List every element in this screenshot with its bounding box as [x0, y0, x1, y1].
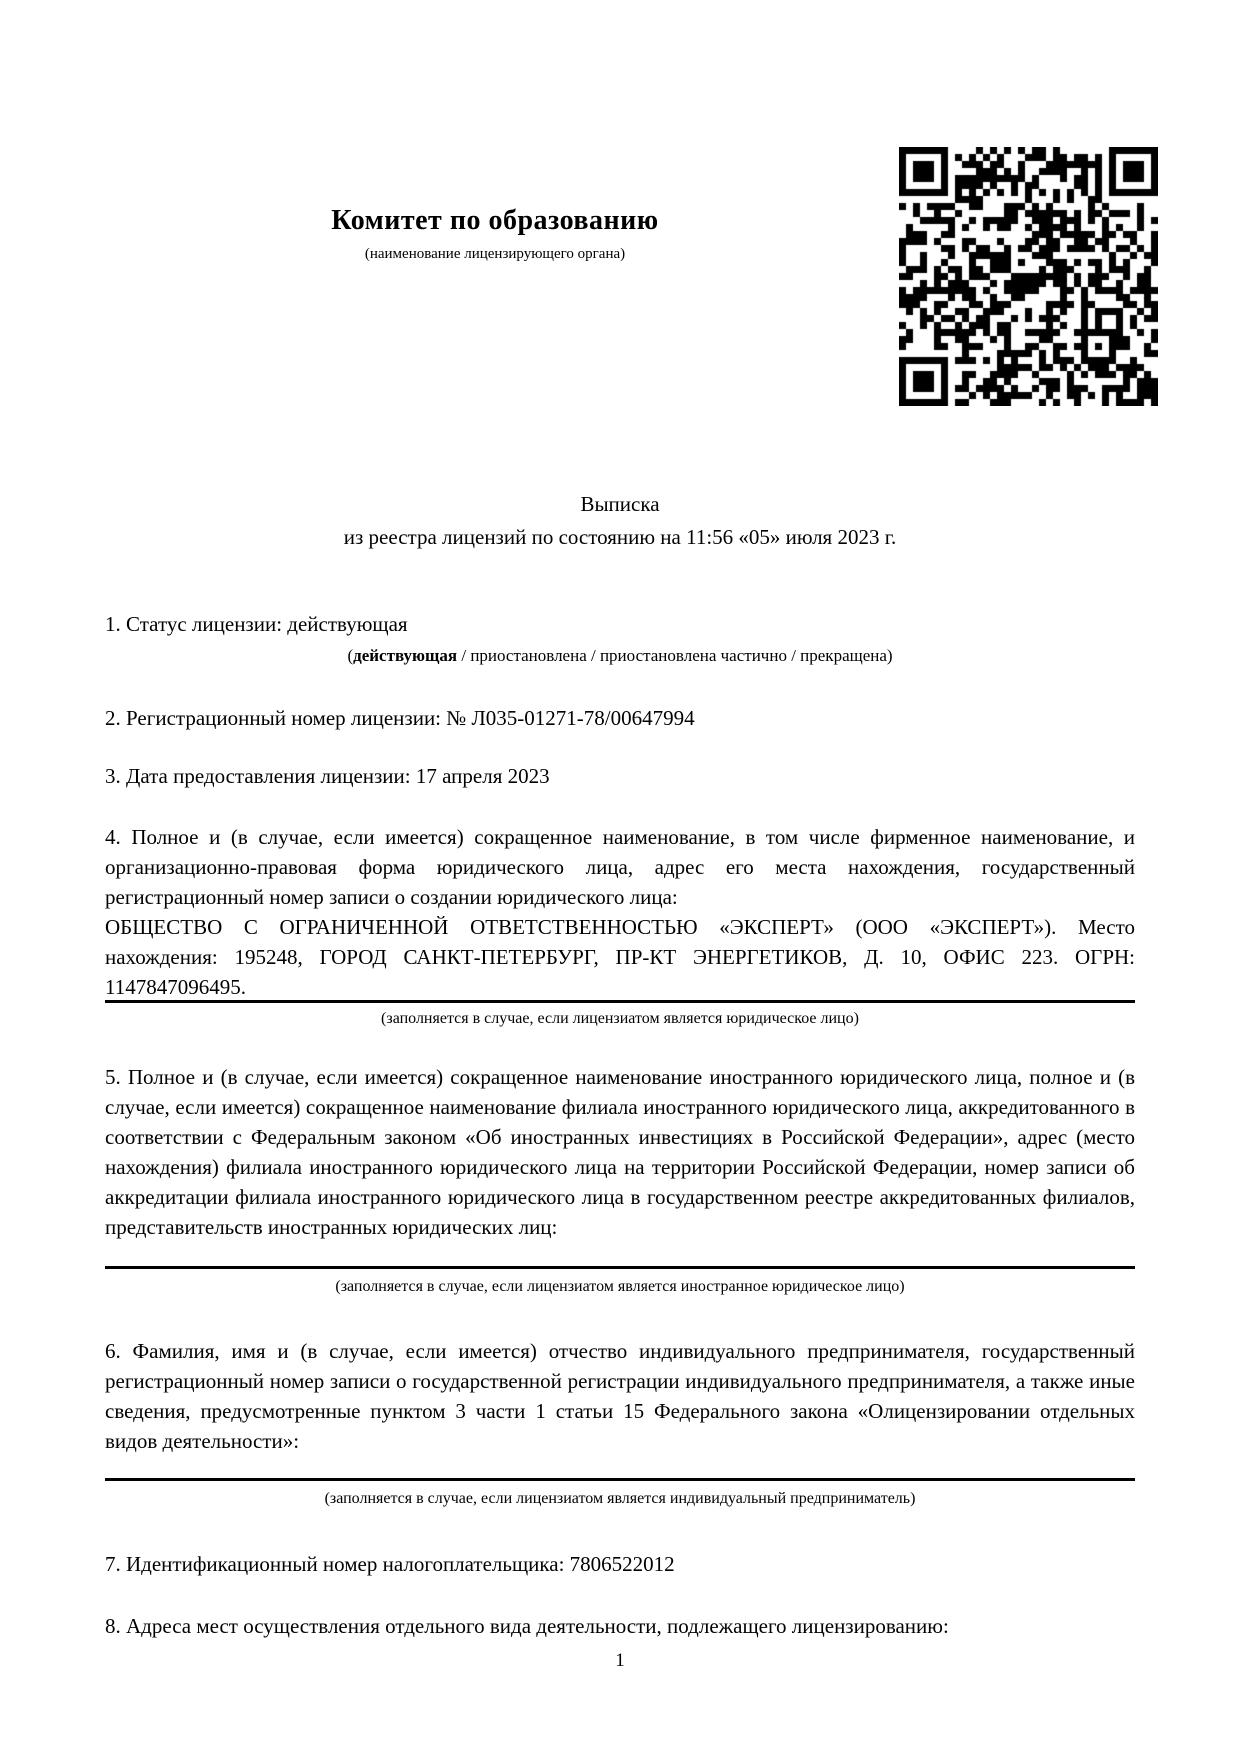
item-7-taxpayer-number: 7. Идентификационный номер налогоплательщика: 7806522012	[105, 1552, 675, 1576]
status-options-note	[105, 646, 1135, 666]
licensing-authority-name: Комитет по образованию	[331, 205, 659, 236]
document-title	[105, 488, 1135, 554]
page-number: 1	[615, 1650, 625, 1671]
legal-entity-label: 4. Полное и (в случае, если имеется) сокращенное наименование, в том числе фирменное наименование, и организационно-правовая форма юридического лица, адрес его места нахождения, государственный регистрационный номер записи о создании юридического лица:	[105, 825, 1135, 909]
document-title-line1: Выписка	[580, 492, 660, 516]
licensing-authority-block	[105, 205, 885, 263]
item-2-registration-number: 2. Регистрационный номер лицензии: № Л035-01271-78/00647994	[105, 706, 695, 730]
item-6-individual-entrepreneur: 6. Фамилия, имя и (в случае, если имеется) отчество индивидуального предпринимателя, государственный регистрационный номер записи о государственной регистрации индивидуального предпринимателя, а также иные сведения, предусмотренные пунктом 3 части 1 статьи 15 Федерального закона «Олицензировании отдельных видов деятельности»:	[105, 1339, 1135, 1453]
qr-code-icon	[899, 147, 1158, 406]
licensing-authority-caption: (наименование лицензирующего органа)	[364, 246, 626, 262]
section-rule-individual	[105, 1478, 1135, 1481]
item-1-license-status: 1. Статус лицензии: действующая	[105, 612, 408, 636]
item-4-legal-entity	[105, 822, 1135, 1002]
foreign-entity-caption: (заполняется в случае, если лицензиатом является иностранное юридическое лицо)	[335, 1278, 905, 1295]
document-title-line2: из реестра лицензий по состоянию на 11:56 «05» июля 2023 г.	[343, 525, 897, 549]
status-note-prefix: (	[347, 646, 354, 665]
item-5-foreign-entity: 5. Полное и (в случае, если имеется) сокращенное наименование иностранного юридического лица, полное и (в случае, если имеется) сокращенное наименование филиала иностранного юридического лица, аккредитованного в соответствии с Федеральным законом «Об иностранных инвестициях в Российской Федерации», адрес (место нахождения) филиала иностранного юридического лица на территории Российской Федерации, номер записи об аккредитации филиала иностранного юридического лица в государственном реестре аккредитованных филиалов, представительств иностранных юридических лиц:	[105, 1065, 1135, 1239]
status-note-selected: действующая	[353, 646, 458, 665]
section-rule-legal-entity	[105, 1000, 1135, 1003]
status-note-options: / приостановлена / приостановлена частично / прекращена)	[457, 646, 893, 665]
legal-entity-caption: (заполняется в случае, если лицензиатом является юридическое лицо)	[381, 1010, 859, 1027]
legal-entity-value: ОБЩЕСТВО С ОГРАНИЧЕННОЙ ОТВЕТСТВЕННОСТЬЮ «ЭКСПЕРТ» (ООО «ЭКСПЕРТ»). Место нахождения: 195248, ГОРОД САНКТ-ПЕТЕРБУРГ, ПР-КТ ЭНЕРГЕТИКОВ, Д. 10, ОФИС 223. ОГРН: 1147847096495.	[105, 915, 1135, 999]
item-3-grant-date: 3. Дата предоставления лицензии: 17 апреля 2023	[105, 764, 550, 788]
item-8-activity-addresses: 8. Адреса мест осуществления отдельного вида деятельности, подлежащего лицензированию:	[105, 1614, 949, 1638]
individual-caption: (заполняется в случае, если лицензиатом является индивидуальный предприниматель)	[324, 1490, 916, 1507]
section-rule-foreign-entity	[105, 1266, 1135, 1269]
